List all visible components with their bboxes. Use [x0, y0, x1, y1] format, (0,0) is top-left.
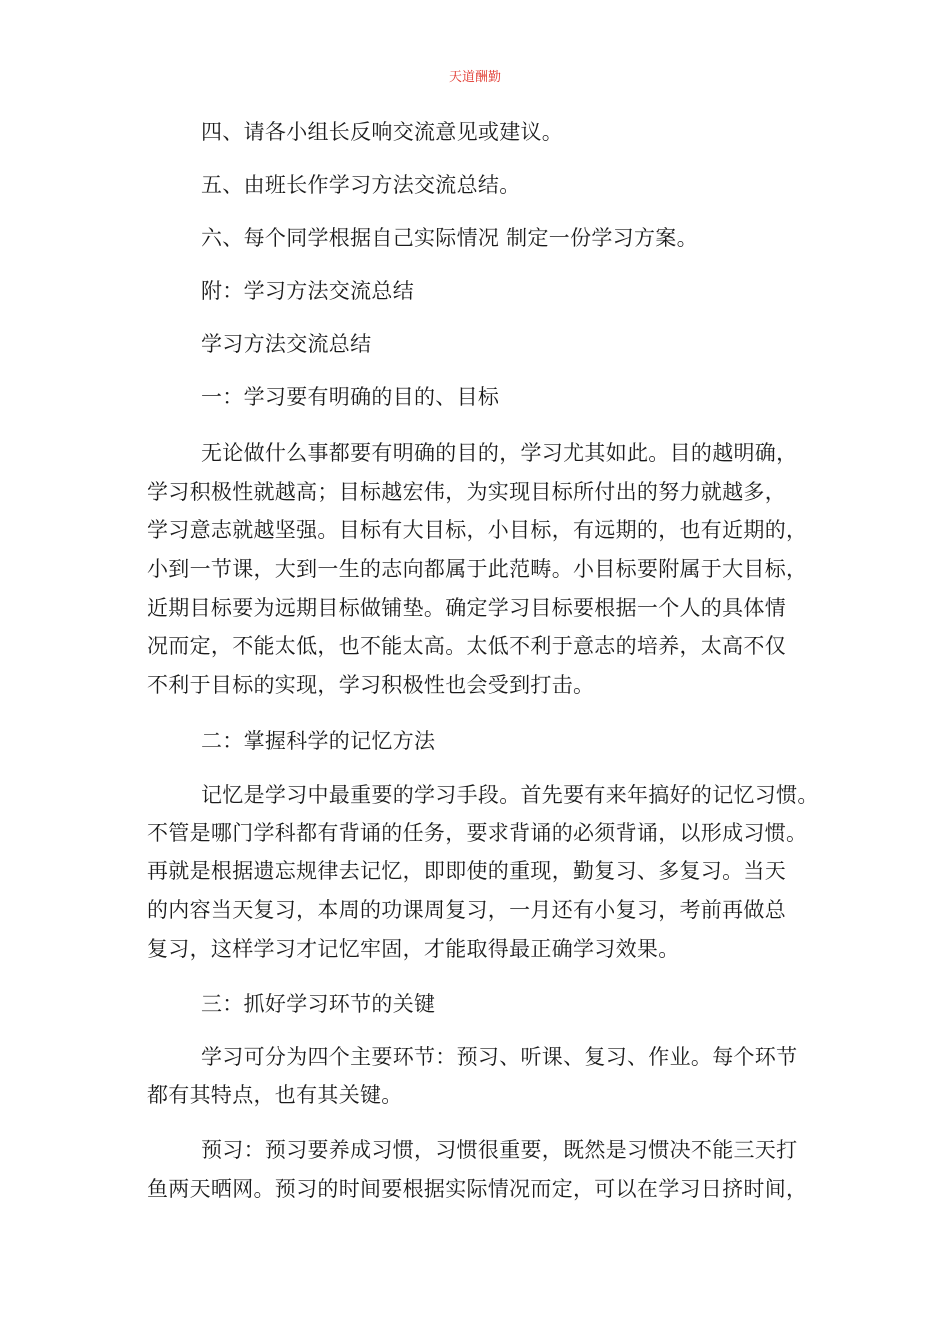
header-watermark: 天道酬勤: [448, 70, 501, 85]
appendix-label: 附：学习方法交流总结: [201, 279, 414, 303]
list-item-6: 六、每个同学根据自己实际情况 制定一份学习方案。: [201, 226, 698, 250]
heading-3: 三：抓好学习环节的关键: [201, 992, 436, 1016]
heading-2: 二：掌握科学的记忆方法: [201, 729, 436, 753]
paragraph-line: 的内容当天复习，本周的功课周复习，一月还有小复习，考前再做总: [147, 898, 786, 922]
heading-1: 一：学习要有明确的目的、目标: [201, 385, 500, 409]
paragraph-line: 预习：预习要养成习惯，习惯很重要，既然是习惯决不能三天打: [201, 1138, 798, 1162]
paragraph-line: 记忆是学习中最重要的学习手段。首先要有来年搞好的记忆习惯。: [201, 783, 819, 807]
section-title: 学习方法交流总结: [201, 332, 372, 356]
paragraph-line: 不管是哪门学科都有背诵的任务，要求背诵的必须背诵，以形成习惯。: [147, 821, 808, 845]
paragraph-line: 不利于目标的实现，学习积极性也会受到打击。: [147, 673, 595, 697]
paragraph-line: 近期目标要为远期目标做铺垫。确定学习目标要根据一个人的具体情: [147, 596, 786, 620]
list-item-5: 五、由班长作学习方法交流总结。: [201, 173, 521, 197]
paragraph-line: 小到一节课，大到一生的志向都属于此范畴。小目标要附属于大目标，: [147, 557, 808, 581]
paragraph-line: 无论做什么事都要有明确的目的，学习尤其如此。目的越明确，: [201, 441, 798, 465]
paragraph-line: 学习积极性就越高；目标越宏伟，为实现目标所付出的努力就越多，: [147, 480, 786, 504]
paragraph-line: 鱼两天晒网。预习的时间要根据实际情况而定，可以在学习日挤时间，: [147, 1177, 808, 1201]
paragraph-line: 学习可分为四个主要环节：预习、听课、复习、作业。每个环节: [201, 1045, 798, 1069]
paragraph-line: 学习意志就越坚强。目标有大目标，小目标，有远期的，也有近期的，: [147, 518, 808, 542]
paragraph-line: 都有其特点，也有其关键。: [147, 1083, 403, 1107]
paragraph-line: 复习，这样学习才记忆牢固，才能取得最正确学习效果。: [147, 937, 680, 961]
paragraph-line: 再就是根据遗忘规律去记忆，即即使的重现，勤复习、多复习。当天: [147, 859, 786, 883]
paragraph-line: 况而定，不能太低，也不能太高。太低不利于意志的培养，太高不仅: [147, 634, 786, 658]
list-item-4: 四、请各小组长反响交流意见或建议。: [201, 120, 564, 144]
